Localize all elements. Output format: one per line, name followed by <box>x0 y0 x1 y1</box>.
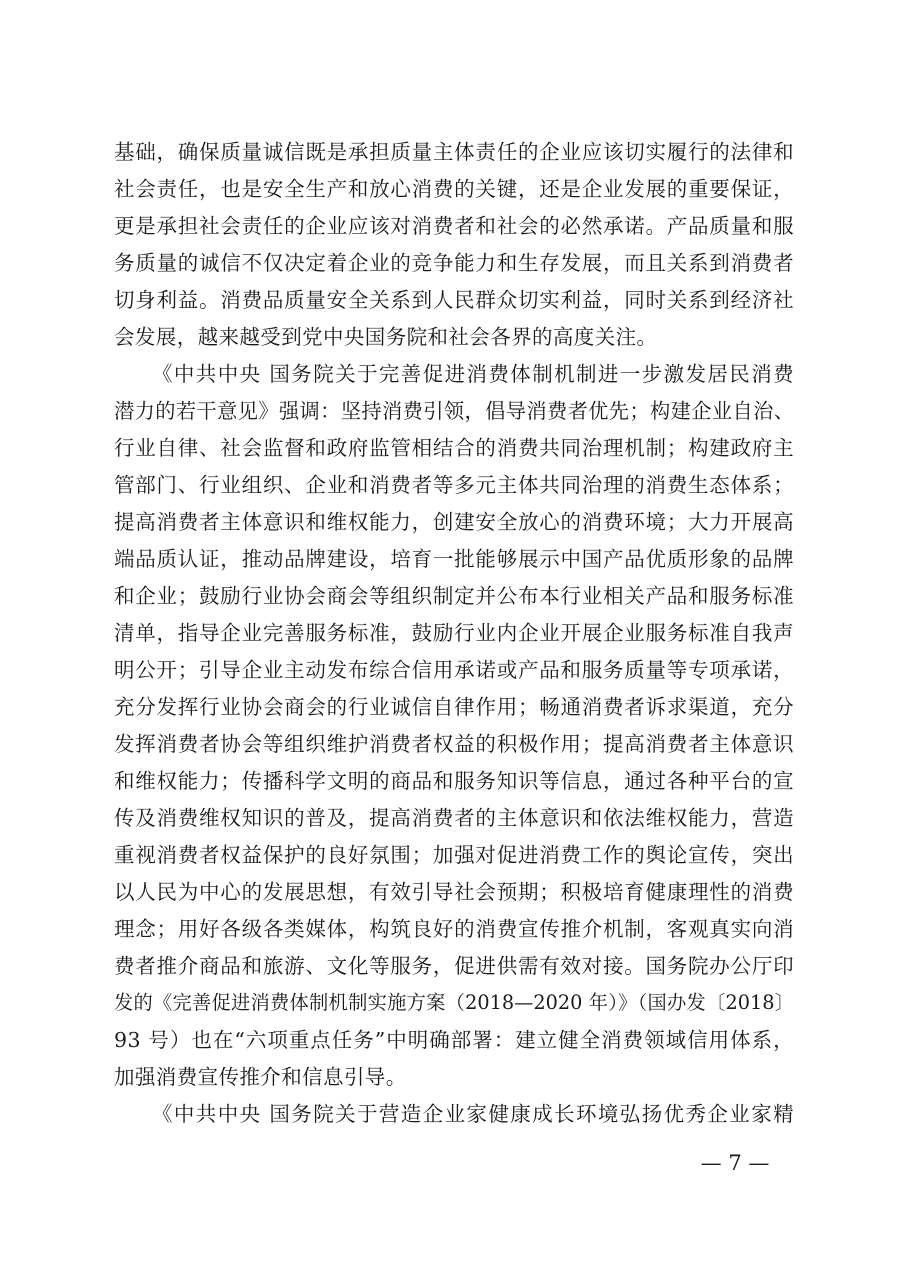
page-number: — 7 — <box>700 1151 770 1175</box>
text-line: 基础，确保质量诚信既是承担质量主体责任的企业应该切实履行的法律和 <box>114 140 794 164</box>
text-line: 和企业；鼓励行业协会商会等组织制定并公布本行业相关产品和服务标准 <box>114 584 794 608</box>
text-line: 加强消费宣传推介和信息引导。 <box>114 1065 407 1089</box>
paragraph-first-line: 《中共中央 国务院关于营造企业家健康成长环境弘扬优秀企业家精 <box>152 1102 794 1126</box>
text-line: 明公开；引导企业主动发布综合信用承诺或产品和服务质量等专项承诺， <box>114 658 794 682</box>
paragraph-first-line: 《中共中央 国务院关于完善促进消费体制机制进一步激发居民消费 <box>152 362 794 386</box>
text-line: 和维权能力；传播科学文明的商品和服务知识等信息，通过各种平台的宣 <box>114 769 794 793</box>
text-line: 管部门、行业组织、企业和消费者等多元主体共同治理的消费生态体系； <box>114 473 794 497</box>
text-line: 行业自律、社会监督和政府监管相结合的消费共同治理机制；构建政府主 <box>114 436 794 460</box>
text-line: 充分发挥行业协会商会的行业诚信自律作用；畅通消费者诉求渠道，充分 <box>114 695 794 719</box>
text-line: 发的《完善促进消费体制机制实施方案（2018—2020 年）》（国办发〔2018〕 <box>114 991 794 1014</box>
text-line: 提高消费者主体意识和维权能力，创建安全放心的消费环境；大力开展高 <box>114 510 794 534</box>
text-line: 费者推介商品和旅游、文化等服务，促进供需有效对接。国务院办公厅印 <box>114 954 794 978</box>
text-line: 以人民为中心的发展思想，有效引导社会预期；积极培育健康理性的消费 <box>114 880 794 904</box>
text-line: 会发展，越来越受到党中央国务院和社会各界的高度关注。 <box>114 325 658 349</box>
text-line: 清单，指导企业完善服务标准，鼓励行业内企业开展企业服务标准自我声 <box>114 621 794 645</box>
text-line: 社会责任，也是安全生产和放心消费的关键，还是企业发展的重要保证， <box>114 177 794 201</box>
text-line: 务质量的诚信不仅决定着企业的竞争能力和生存发展，而且关系到消费者 <box>114 251 794 275</box>
text-line: 理念；用好各级各类媒体，构筑良好的消费宣传推介机制，客观真实向消 <box>114 917 794 941</box>
text-line: 端品质认证，推动品牌建设，培育一批能够展示中国产品优质形象的品牌 <box>114 547 794 571</box>
text-line: 潜力的若干意见》强调：坚持消费引领，倡导消费者优先；构建企业自治、 <box>114 399 794 423</box>
text-line: 传及消费维权知识的普及，提高消费者的主体意识和依法维权能力，营造 <box>114 806 794 830</box>
text-line: 发挥消费者协会等组织维护消费者权益的积极作用；提高消费者主体意识 <box>114 732 794 756</box>
text-line: 更是承担社会责任的企业应该对消费者和社会的必然承诺。产品质量和服 <box>114 214 794 238</box>
text-line: 重视消费者权益保护的良好氛围；加强对促进消费工作的舆论宣传，突出 <box>114 843 794 867</box>
text-line: 93 号）也在“六项重点任务”中明确部署：建立健全消费领域信用体系， <box>114 1028 794 1052</box>
text-line: 切身利益。消费品质量安全关系到人民群众切实利益，同时关系到经济社 <box>114 288 794 312</box>
